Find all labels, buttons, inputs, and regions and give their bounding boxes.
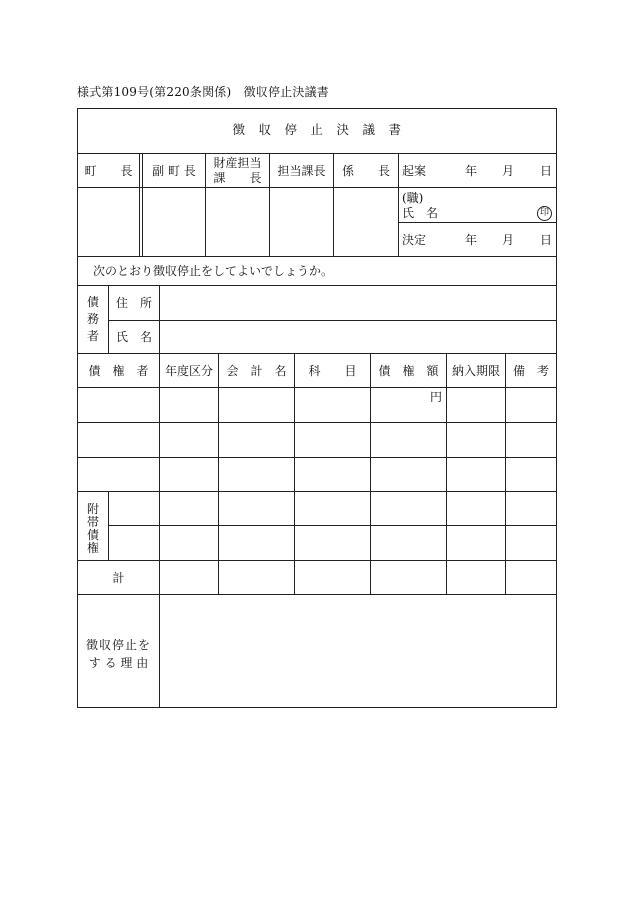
request-statement: 次のとおり徴収停止をしてよいでしょうか。 <box>93 264 334 278</box>
kian-label: 起案 <box>402 164 427 178</box>
form-title: 徴 収 停 止 決 議 書 <box>232 122 402 137</box>
col-claim-amount: 債 権 額 <box>378 364 439 378</box>
debtor-label-1: 債 <box>86 295 99 309</box>
col-due-date: 納入期限 <box>451 364 500 378</box>
seal-icon: 印 <box>537 206 552 221</box>
col-account-name: 会 計 名 <box>226 364 287 378</box>
kettei-label: 決定 <box>402 233 427 247</box>
kian-month: 月 <box>502 164 515 178</box>
kian-year: 年 <box>465 164 478 178</box>
form-label: 様式第109号(第220条関係) 徴収停止決議書 <box>77 85 329 99</box>
debtor-label-2: 務 <box>86 312 99 326</box>
header-machi: 町 長 <box>84 164 133 178</box>
header-zaisan-line1: 財産担当 <box>213 156 262 170</box>
col-fiscal-year: 年度区分 <box>164 364 213 378</box>
reason-label-line1: 徴収停止を <box>85 638 151 652</box>
kian-day: 日 <box>540 164 553 178</box>
header-tanto: 担当課長 <box>277 164 326 178</box>
header-fukumachi: 副 町 長 <box>152 164 196 178</box>
kettei-month: 月 <box>502 233 515 247</box>
header-kakari: 係 長 <box>341 164 390 178</box>
fuutai-label-2: 帯 <box>86 515 99 529</box>
col-creditor: 債 権 者 <box>88 364 149 378</box>
fuutai-label-3: 債 <box>86 528 99 542</box>
fuutai-label-4: 権 <box>86 541 99 555</box>
col-remarks: 備 考 <box>512 364 549 378</box>
kettei-year: 年 <box>465 233 478 247</box>
col-item: 科 目 <box>308 364 357 378</box>
total-label: 計 <box>112 571 125 585</box>
kettei-day: 日 <box>540 233 553 247</box>
debtor-label-3: 者 <box>86 329 99 343</box>
yen-unit: 円 <box>430 390 443 404</box>
shoku-label: (職) <box>402 191 424 205</box>
approver-name-label: 氏 名 <box>402 206 439 220</box>
reason-label-line2: す る 理 由 <box>88 656 149 670</box>
debtor-address-label: 住 所 <box>115 296 152 310</box>
debtor-name-label: 氏 名 <box>115 330 152 344</box>
fuutai-label-1: 附 <box>86 502 99 516</box>
header-zaisan-line2: 課 長 <box>213 171 262 185</box>
